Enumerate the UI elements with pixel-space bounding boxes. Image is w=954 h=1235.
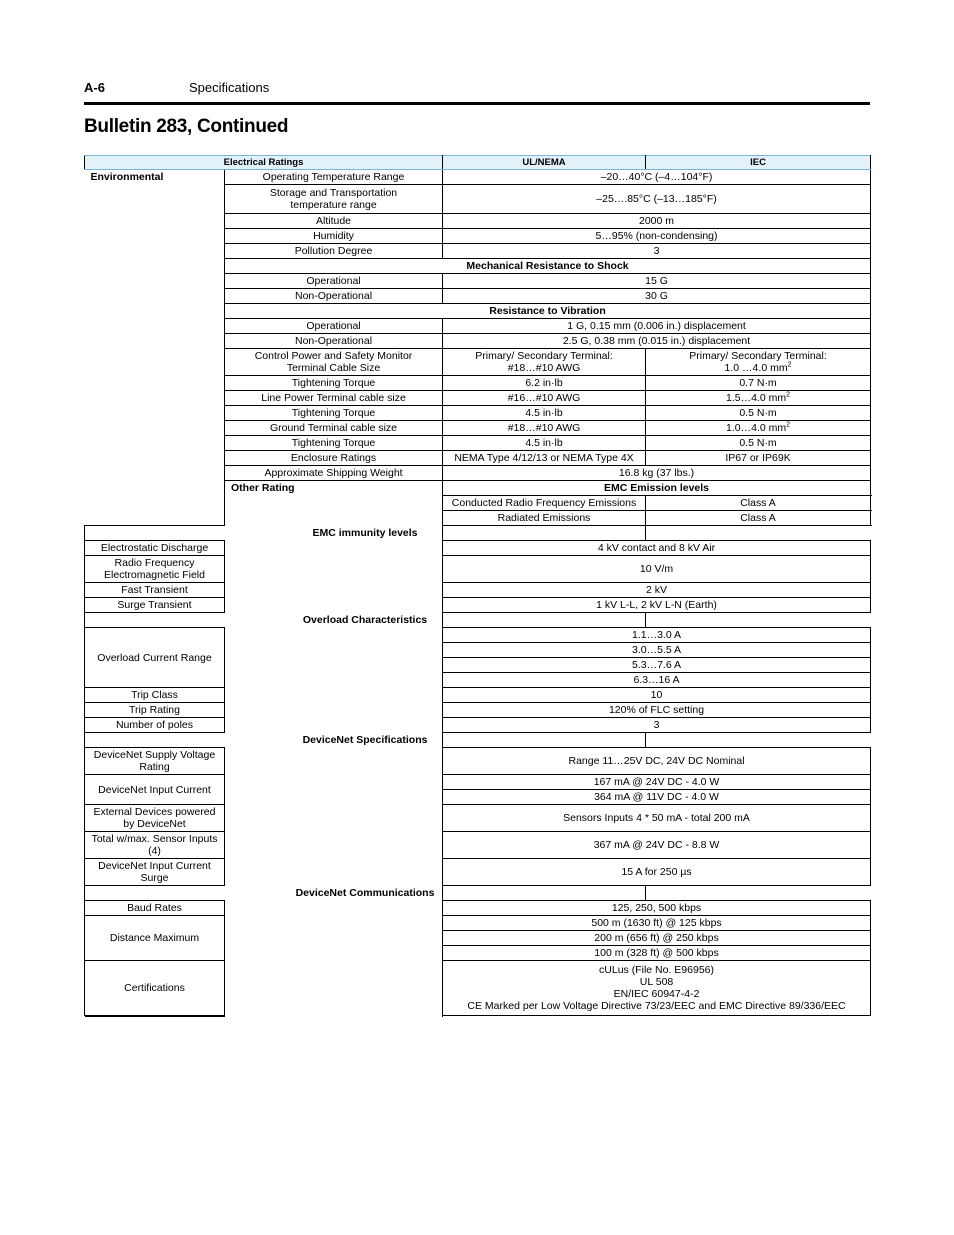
table-row — [85, 541, 871, 556]
row-value: 1 G, 0.15 mm (0.006 in.) displacement — [443, 319, 871, 334]
row-value: 10 V/m — [443, 556, 871, 583]
iec-value: 1.5…4.0 $mm^2$ — [646, 391, 871, 406]
row-value: 5.3…7.6 A — [443, 658, 871, 673]
row-value: 5…95% (non-condensing) — [443, 229, 871, 244]
table-row — [85, 703, 871, 718]
row-label: Number of poles — [85, 718, 225, 733]
row-label: Operational — [225, 274, 443, 289]
table-row — [85, 598, 871, 613]
row-label: Conducted Radio Frequency Emissions — [443, 496, 646, 511]
row-label: Line Power Terminal cable size — [225, 391, 443, 406]
table-row — [85, 748, 871, 775]
row-value: 167 mA @ 24V DC - 4.0 W — [443, 775, 871, 790]
table-row — [85, 170, 871, 185]
row-value: –25….85°C (–13…185°F) — [443, 185, 871, 214]
row-value: 100 m (328 ft) @ 500 kbps — [443, 946, 871, 961]
row-value: 367 mA @ 24V DC - 8.8 W — [443, 832, 871, 859]
row-value: cULus (File No. E96956) UL 508 EN/IEC 60947-4-2 CE Marked per Low Voltage Directive 73/23/EEC and EMC Directive 89/336/EEC — [443, 961, 871, 1016]
row-label: Altitude — [225, 214, 443, 229]
iec-value: Primary/ Secondary Terminal: 1.0 …4.0 $mm^2$ — [646, 349, 871, 376]
iec-value: 1.0…4.0 $mm^2$ — [646, 421, 871, 436]
row-label: Fast Transient — [85, 583, 225, 598]
row-label: Control Power and Safety Monitor Terminal Cable Size — [225, 349, 443, 376]
row-value: 120% of FLC setting — [443, 703, 871, 718]
row-value: 4 kV contact and 8 kV Air — [443, 541, 871, 556]
page-title: Bulletin 283, Continued — [84, 116, 289, 137]
subheader-mechanical-shock: Mechanical Resistance to Shock — [225, 259, 871, 274]
column-header-electrical-ratings: Electrical Ratings — [85, 156, 443, 170]
table-row — [85, 628, 871, 643]
row-label: Non-Operational — [225, 289, 443, 304]
column-header-ul-nema: UL/NEMA — [443, 156, 646, 170]
row-label: Trip Rating — [85, 703, 225, 718]
row-label: DeviceNet Supply Voltage Rating — [85, 748, 225, 775]
ul-value: Primary/ Secondary Terminal: #18…#10 AWG — [443, 349, 646, 376]
row-label: Ground Terminal cable size — [225, 421, 443, 436]
page-number: A-6 — [84, 80, 105, 95]
subheader-row — [85, 526, 871, 541]
row-label: Radiated Emissions — [443, 511, 646, 526]
row-value: 364 mA @ 11V DC - 4.0 W — [443, 790, 871, 805]
row-label: Pollution Degree — [225, 244, 443, 259]
ul-value: #16…#10 AWG — [443, 391, 646, 406]
table-row — [85, 556, 871, 583]
row-label: DeviceNet Input Current Surge — [85, 859, 225, 886]
row-value: 6.3…16 A — [443, 673, 871, 688]
header-rule — [84, 102, 870, 105]
row-value: Class A — [646, 511, 871, 526]
ul-value: 4.5 in·lb — [443, 436, 646, 451]
row-label: External Devices powered by DeviceNet — [85, 805, 225, 832]
row-label: Humidity — [225, 229, 443, 244]
row-label: Approximate Shipping Weight — [225, 466, 443, 481]
table-row — [85, 961, 871, 1016]
row-label: Operational — [225, 319, 443, 334]
row-value: 1.1…3.0 A — [443, 628, 871, 643]
row-value: 2 kV — [443, 583, 871, 598]
row-value: 3 — [443, 244, 871, 259]
row-value: 500 m (1630 ft) @ 125 kbps — [443, 916, 871, 931]
row-value: 15 G — [443, 274, 871, 289]
row-label: Non-Operational — [225, 334, 443, 349]
row-label: Trip Class — [85, 688, 225, 703]
subheader-devicenet-comm: DeviceNet Communications — [85, 886, 646, 901]
subheader-row — [85, 886, 871, 901]
row-value: Sensors Inputs 4 * 50 mA - total 200 mA — [443, 805, 871, 832]
row-label: Storage and Transportation temperature range — [225, 185, 443, 214]
row-label: Radio Frequency Electromagnetic Field — [85, 556, 225, 583]
subheader-devicenet-specs: DeviceNet Specifications — [85, 733, 646, 748]
table-row — [85, 583, 871, 598]
row-label: Tightening Torque — [225, 436, 443, 451]
row-value: Class A — [646, 496, 871, 511]
subheader-emc-immunity: EMC immunity levels — [85, 526, 646, 541]
row-label: DeviceNet Input Current — [85, 775, 225, 805]
subheader-emc-emission: EMC Emission levels — [443, 481, 871, 496]
ul-value: 4.5 in·lb — [443, 406, 646, 421]
row-value: 10 — [443, 688, 871, 703]
subheader-overload: Overload Characteristics — [85, 613, 646, 628]
table-row — [85, 832, 871, 859]
ul-value: 6.2 in·lb — [443, 376, 646, 391]
row-value: 15 A for 250 µs — [443, 859, 871, 886]
column-header-iec: IEC — [646, 156, 871, 170]
row-value: 16.8 kg (37 lbs.) — [443, 466, 871, 481]
table-row — [85, 916, 871, 931]
ul-value: #18…#10 AWG — [443, 421, 646, 436]
row-value: 200 m (656 ft) @ 250 kbps — [443, 931, 871, 946]
subheader-row — [85, 733, 871, 748]
row-label: Tightening Torque — [225, 376, 443, 391]
table-row — [85, 775, 871, 790]
table-row — [85, 805, 871, 832]
row-label: Enclosure Ratings — [225, 451, 443, 466]
row-label: Surge Transient — [85, 598, 225, 613]
section-title: Specifications — [189, 80, 270, 95]
row-label: Distance Maximum — [85, 916, 225, 961]
row-value: 125, 250, 500 kbps — [443, 901, 871, 916]
table-header-row — [85, 156, 871, 170]
category-other-rating: Other Rating — [225, 481, 443, 1017]
row-label: Operating Temperature Range — [225, 170, 443, 185]
row-value: 1 kV L-L, 2 kV L-N (Earth) — [443, 598, 871, 613]
row-value: 30 G — [443, 289, 871, 304]
ul-value: NEMA Type 4/12/13 or NEMA Type 4X — [443, 451, 646, 466]
category-environmental: Environmental — [85, 170, 225, 526]
row-value: 3.0…5.5 A — [443, 643, 871, 658]
iec-value: 0.5 N·m — [646, 436, 871, 451]
specifications-table — [84, 155, 871, 1017]
row-value: 2.5 G, 0.38 mm (0.015 in.) displacement — [443, 334, 871, 349]
table-row — [85, 859, 871, 886]
table-row — [85, 718, 871, 733]
row-label: Baud Rates — [85, 901, 225, 916]
row-label: Tightening Torque — [225, 406, 443, 421]
subheader-row — [85, 613, 871, 628]
table-row — [85, 901, 871, 916]
row-label: Electrostatic Discharge — [85, 541, 225, 556]
iec-value: IP67 or IP69K — [646, 451, 871, 466]
subheader-vibration: Resistance to Vibration — [225, 304, 871, 319]
row-value: –20…40°C (–4…104°F) — [443, 170, 871, 185]
iec-value: 0.5 N·m — [646, 406, 871, 421]
row-value: 2000 m — [443, 214, 871, 229]
row-label: Total w/max. Sensor Inputs (4) — [85, 832, 225, 859]
row-label: Certifications — [85, 961, 225, 1016]
row-value: Range 11…25V DC, 24V DC Nominal — [443, 748, 871, 775]
iec-value: 0.7 N·m — [646, 376, 871, 391]
table-row — [85, 688, 871, 703]
row-label: Overload Current Range — [85, 628, 225, 688]
row-value: 3 — [443, 718, 871, 733]
